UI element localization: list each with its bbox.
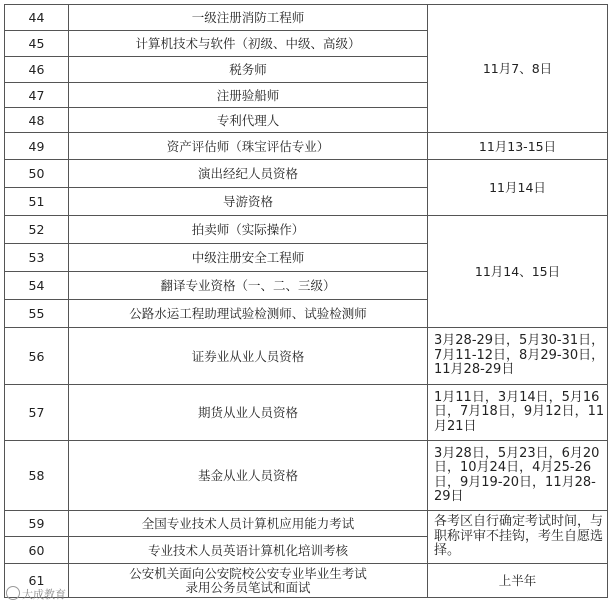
exam-date: 各考区自行确定考试时间，与职称评审不挂钩，考生自愿选择。 <box>428 511 608 564</box>
row-number: 44 <box>5 5 69 31</box>
row-number: 58 <box>5 441 69 511</box>
exam-date: 11月14日 <box>428 160 608 216</box>
row-number: 47 <box>5 83 69 108</box>
table-row <box>5 328 608 385</box>
row-number: 60 <box>5 537 69 564</box>
table-row <box>5 511 608 537</box>
exam-name: 注册验船师 <box>69 83 428 108</box>
exam-name: 一级注册消防工程师 <box>69 5 428 31</box>
row-number: 61 <box>5 564 69 598</box>
exam-name: 证券业从业人员资格 <box>69 328 428 385</box>
exam-name: 公安机关面向公安院校公安专业毕业生考试录用公务员笔试和面试 <box>69 564 428 598</box>
exam-name: 拍卖师（实际操作） <box>69 216 428 244</box>
exam-date: 11月13-15日 <box>428 133 608 160</box>
table-row <box>5 216 608 244</box>
exam-date: 11月7、8日 <box>428 5 608 133</box>
row-number: 50 <box>5 160 69 188</box>
exam-date: 11月14、15日 <box>428 216 608 328</box>
exam-name: 资产评估师（珠宝评估专业） <box>69 133 428 160</box>
row-number: 48 <box>5 108 69 133</box>
table-row <box>5 441 608 511</box>
row-number: 51 <box>5 188 69 216</box>
table-row <box>5 133 608 160</box>
exam-date: 1月11日，3月14日，5月16日，7月18日，9月12日，11月21日 <box>428 385 608 441</box>
table-row <box>5 5 608 31</box>
row-number: 45 <box>5 31 69 57</box>
exam-name: 基金从业人员资格 <box>69 441 428 511</box>
exam-schedule-table <box>4 4 608 598</box>
exam-name: 公路水运工程助理试验检测师、试验检测师 <box>69 300 428 328</box>
exam-name: 税务师 <box>69 57 428 83</box>
table-row <box>5 160 608 188</box>
exam-name: 中级注册安全工程师 <box>69 244 428 272</box>
exam-name: 全国专业技术人员计算机应用能力考试 <box>69 511 428 537</box>
row-number: 52 <box>5 216 69 244</box>
exam-name: 计算机技术与软件（初级、中级、高级） <box>69 31 428 57</box>
row-number: 46 <box>5 57 69 83</box>
watermark <box>6 586 66 602</box>
exam-date: 上半年 <box>428 564 608 598</box>
row-number: 49 <box>5 133 69 160</box>
exam-name: 翻译专业资格（一、二、三级） <box>69 272 428 300</box>
row-number: 59 <box>5 511 69 537</box>
exam-name: 期货从业人员资格 <box>69 385 428 441</box>
row-number: 54 <box>5 272 69 300</box>
table-row <box>5 564 608 598</box>
exam-name: 演出经纪人员资格 <box>69 160 428 188</box>
exam-name: 专业技术人员英语计算机化培训考核 <box>69 537 428 564</box>
table-row <box>5 385 608 441</box>
row-number: 56 <box>5 328 69 385</box>
row-number: 57 <box>5 385 69 441</box>
row-number: 53 <box>5 244 69 272</box>
exam-date: 3月28-29日，5月30-31日，7月11-12日，8月29-30日，11月28-29日 <box>428 328 608 385</box>
exam-date: 3月28日，5月23日，6月20日，10月24日，4月25-26日，9月19-20日，11月28-29日 <box>428 441 608 511</box>
row-number: 55 <box>5 300 69 328</box>
exam-name: 专利代理人 <box>69 108 428 133</box>
exam-name: 导游资格 <box>69 188 428 216</box>
logo-icon <box>6 586 20 600</box>
watermark-text: 大成教育 <box>22 588 66 601</box>
